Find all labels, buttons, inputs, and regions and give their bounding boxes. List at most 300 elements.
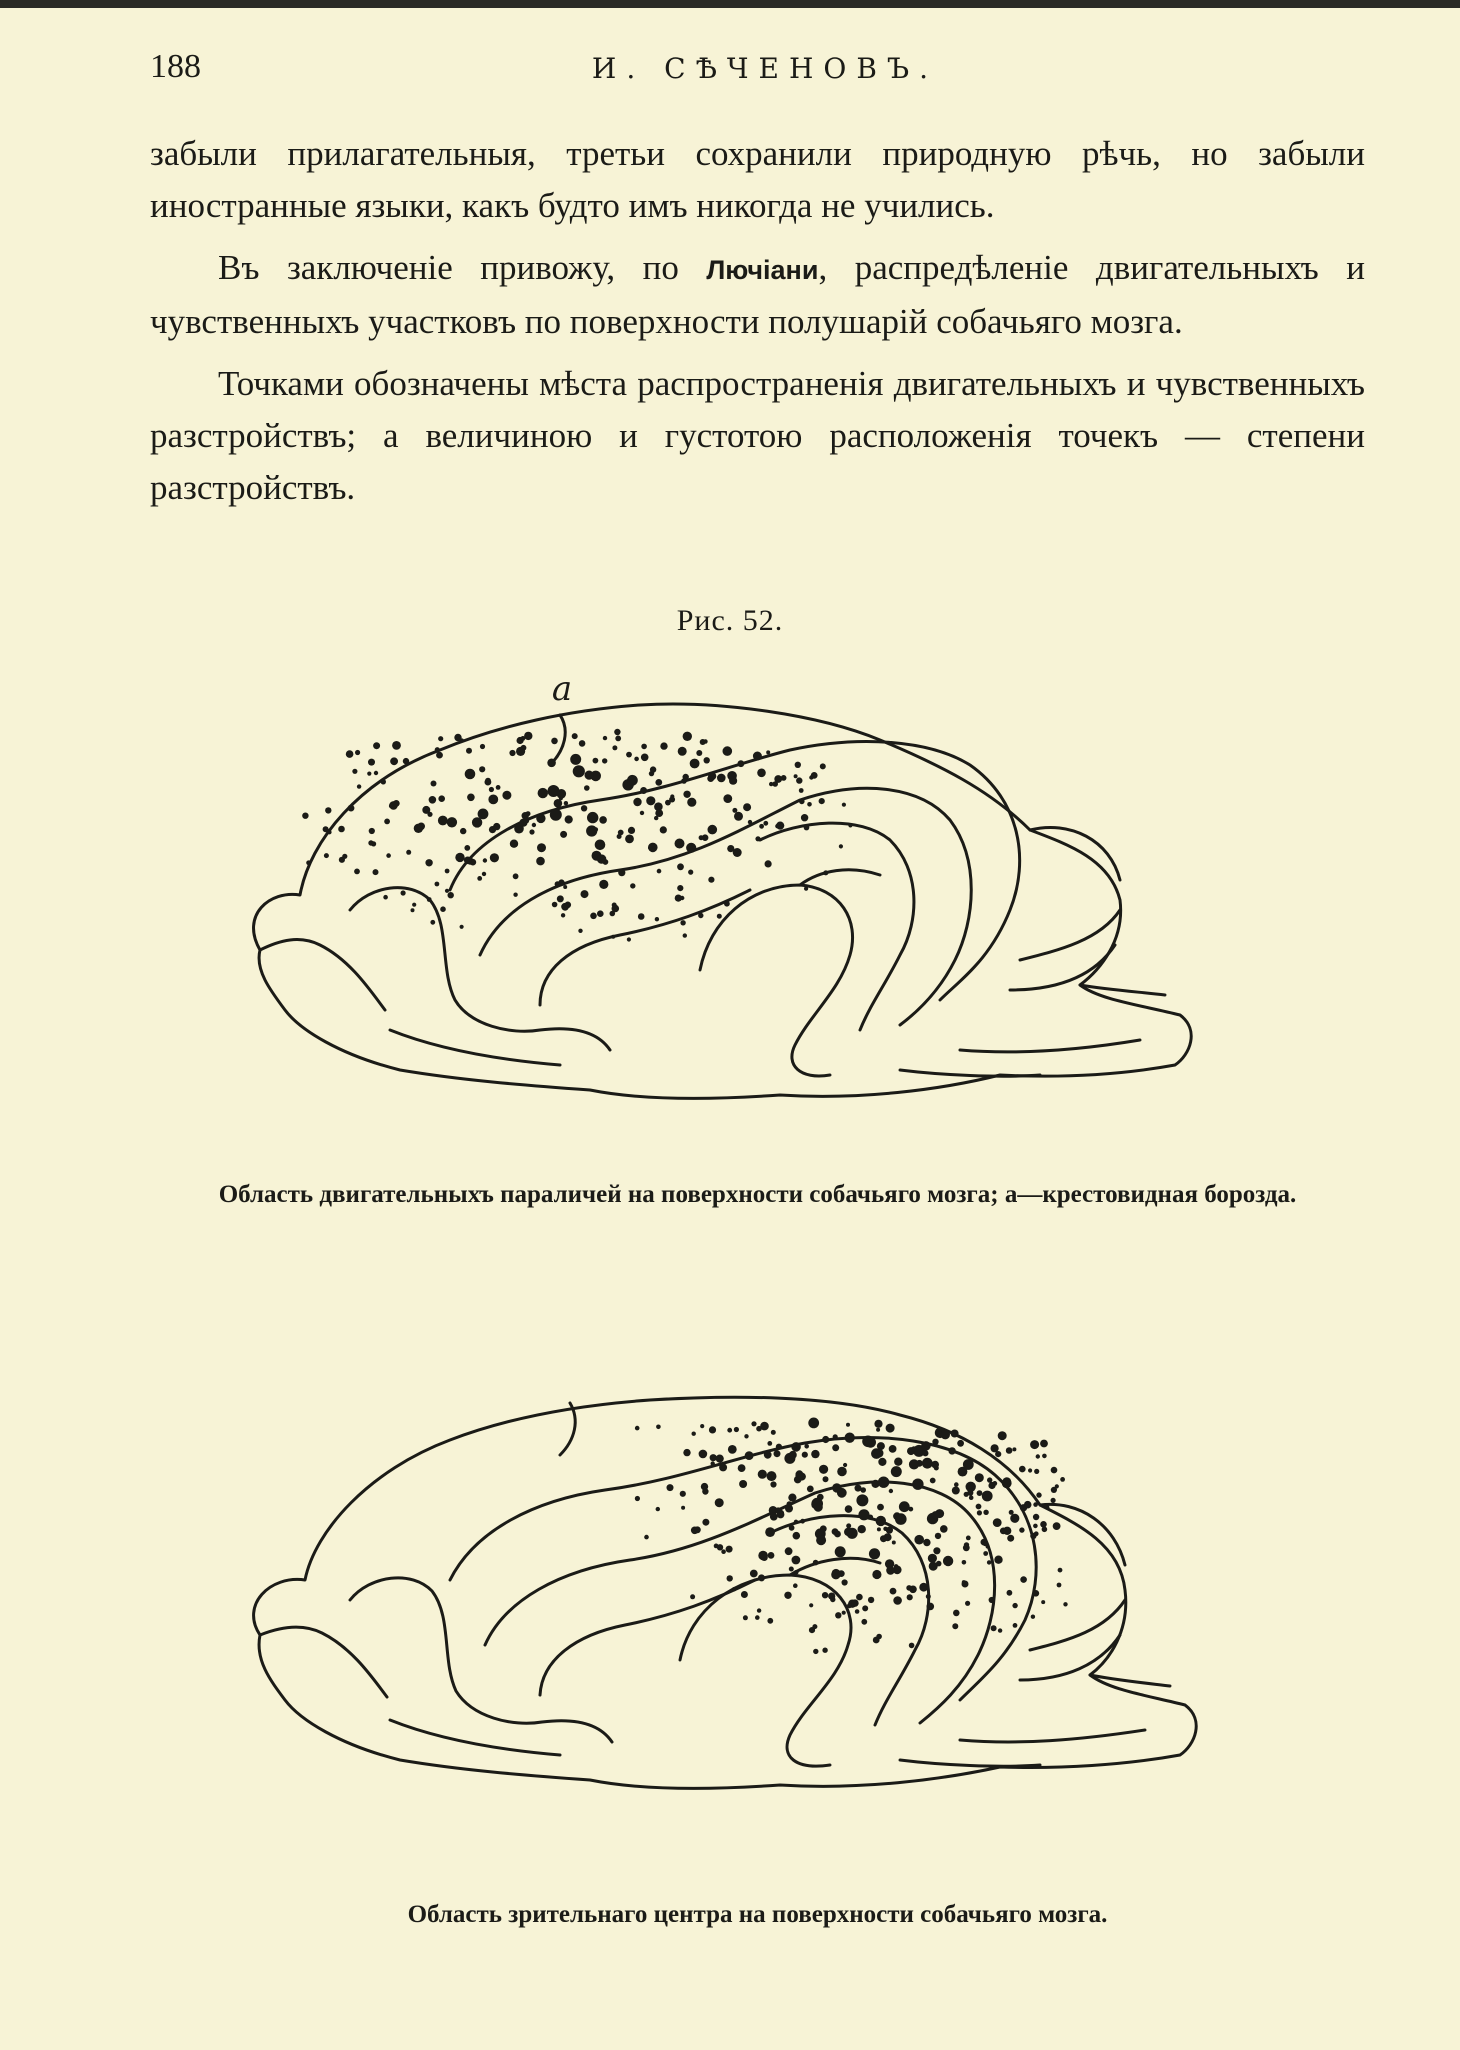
stipple-dot [524, 732, 532, 740]
stipple-dot [757, 769, 766, 778]
body-text [150, 128, 1365, 524]
stipple-dot [776, 1444, 782, 1450]
stipple-dot [832, 1483, 841, 1492]
temporal-lobe [350, 888, 610, 1050]
stipple-dot [848, 823, 852, 827]
stipple-dot [832, 1528, 839, 1535]
stipple-dot [963, 1459, 974, 1470]
stipple-dot [678, 747, 687, 756]
stipple-dot [858, 1509, 869, 1520]
stipple-dot [485, 778, 491, 784]
stipple-dot [323, 826, 329, 832]
stipple-dot [1000, 1528, 1007, 1535]
stipple-dot [998, 1628, 1002, 1632]
stipple-dot [892, 1541, 896, 1545]
stipple-dot [1051, 1498, 1056, 1503]
stipple-dot [466, 748, 472, 754]
stipple-dot [532, 823, 536, 827]
stipple-dot [855, 1609, 860, 1614]
stipple-dot [741, 1591, 748, 1598]
stipple-dot [593, 758, 599, 764]
stipple-dot [899, 1501, 910, 1512]
stipple-dot [641, 744, 647, 750]
stipple-dot [1019, 1466, 1026, 1473]
stipple-dot [811, 772, 818, 779]
stipple-dot [813, 1560, 819, 1566]
stipple-dot [324, 853, 329, 858]
stipple-dot [352, 769, 357, 774]
stipple-dot [843, 1463, 847, 1467]
stipple-dot [640, 811, 644, 815]
stipple-dot [734, 1427, 739, 1432]
stipple-dot [390, 757, 398, 765]
stipple-dot [861, 1619, 867, 1625]
stipple-dot [1033, 1524, 1038, 1529]
stipple-dot [429, 796, 437, 804]
stipple-dot [1036, 1454, 1040, 1458]
stipple-dot [884, 1533, 892, 1541]
stipple-dot [427, 812, 432, 817]
stipple-dot [927, 1603, 935, 1611]
figure-visual-brain [240, 1365, 1260, 1835]
figure-label: Рис. 52. [676, 604, 784, 637]
stipple-dot [488, 795, 498, 805]
stipple-dot [708, 877, 714, 883]
stipple-dot [838, 1570, 845, 1577]
stipple-dot [655, 779, 662, 786]
stipple-dot [982, 1491, 993, 1502]
stipple-dot [445, 889, 449, 893]
stipple-dot [660, 826, 667, 833]
stipple-dot [496, 785, 501, 790]
stipple-dot [548, 785, 560, 797]
stipple-dot [774, 775, 782, 783]
stipple-dot [775, 824, 780, 829]
stipple-dot [709, 1426, 716, 1433]
stipple-dot [445, 869, 450, 874]
stipple-dot [952, 1623, 958, 1629]
stipple-dot [675, 839, 685, 849]
stipple-dot [551, 738, 558, 745]
stipple-dot [796, 777, 802, 783]
stipple-dot [581, 805, 587, 811]
paragraph-1: забыли прилагательныя, третьи сохранили природную рѣчь, но забыли иностранные языки, какъ будто имъ никогда не учились. [150, 134, 1365, 225]
stipple-dot [555, 881, 561, 887]
stipple-dot [570, 754, 581, 765]
stipple-dot [438, 795, 445, 802]
stipple-dot [891, 1466, 902, 1477]
stipple-dot [799, 788, 804, 793]
stipple-dot [767, 1618, 773, 1624]
stipple-dot [472, 817, 482, 827]
stipple-dot [962, 1580, 966, 1584]
stipple-dot [369, 828, 375, 834]
stipple-dot [464, 845, 470, 851]
stipple-dot [757, 1608, 761, 1612]
stipple-dot [595, 840, 606, 851]
brain-drawing-1 [240, 670, 1260, 1150]
stipple-dot [655, 809, 663, 817]
sulcus-marker-a: a [551, 670, 573, 709]
stipple-dot [683, 791, 690, 798]
stipple-dot [430, 920, 435, 925]
stipple-dot [912, 1479, 923, 1490]
stipple-dot [743, 1615, 748, 1620]
running-head [150, 48, 1380, 98]
stipple-dot [704, 757, 710, 763]
stipple-dot [581, 890, 589, 898]
stipple-dot [482, 872, 486, 876]
stipple-dot [1036, 1492, 1041, 1497]
stipple-dot [1007, 1535, 1014, 1542]
stipple-dot [886, 1424, 895, 1433]
stipple-dot [862, 1436, 874, 1448]
stipple-dot [793, 1583, 798, 1588]
stipple-dot [384, 819, 390, 825]
stipple-dot [876, 1634, 882, 1640]
stipple-dot [406, 850, 411, 855]
stipple-dot [572, 733, 578, 739]
stipple-dot [858, 1525, 866, 1533]
stipple-dot [799, 799, 805, 805]
stipple-dot [538, 788, 548, 798]
stipple-dot [509, 750, 515, 756]
stipple-dot [702, 1488, 708, 1494]
stipple-dot [557, 895, 564, 902]
stipple-dot [1055, 1484, 1059, 1488]
stipple-dot [1028, 1468, 1032, 1472]
stipple-dot [686, 843, 696, 853]
stipple-dot [1012, 1603, 1017, 1608]
stipple-dot [561, 903, 569, 911]
stipple-dot [383, 895, 388, 900]
stipple-dot [522, 812, 529, 819]
stipple-dot [611, 935, 615, 939]
stipple-dot [1024, 1501, 1032, 1509]
stipple-dot [578, 929, 582, 933]
stipple-dot [680, 920, 685, 925]
stipple-dot [699, 835, 704, 840]
stipple-dot [872, 1570, 881, 1579]
stipple-dot [393, 800, 400, 807]
stipple-dot [690, 1594, 695, 1599]
stipple-dot [819, 798, 825, 804]
stipple-dot [808, 1418, 819, 1429]
stipple-dot [889, 1489, 893, 1493]
stipple-dot [953, 1610, 960, 1617]
stipple-dot [832, 1444, 839, 1451]
stipple-dot [893, 1596, 902, 1605]
stipple-dot [926, 1594, 931, 1599]
stipple-dot [561, 913, 565, 917]
stipple-dot [727, 1575, 733, 1581]
stipple-dot [1002, 1477, 1011, 1486]
stipple-dot [732, 1587, 736, 1591]
stipple-dot [745, 1451, 754, 1460]
stipple-dot [923, 1539, 930, 1546]
stipple-dot [638, 913, 645, 920]
stipple-dot [753, 752, 762, 761]
stipple-dot [957, 1440, 964, 1447]
stipple-dot [989, 1597, 995, 1603]
stipple-dot [846, 1423, 850, 1427]
stipple-dot [493, 823, 500, 830]
stipple-dot [1051, 1467, 1058, 1474]
stipple-dot [869, 1548, 880, 1559]
stipple-dot [510, 840, 518, 848]
stipple-dot [454, 734, 461, 741]
stipple-dot [883, 1527, 887, 1531]
stipple-dot [965, 1601, 970, 1606]
stipple-dot [878, 1458, 886, 1466]
stipple-dot [603, 736, 607, 740]
stipple-dot [584, 785, 590, 791]
stipple-dot [738, 1464, 746, 1472]
stipple-dot [935, 1533, 941, 1539]
stipple-dot [692, 1432, 696, 1436]
stipple-dot [435, 747, 440, 752]
figure-motor-brain [240, 670, 1260, 1150]
stipple-dot [1057, 1583, 1062, 1588]
stipple-dot [991, 1625, 997, 1631]
stipple-dot [943, 1556, 953, 1566]
stipple-dot [804, 887, 808, 891]
paragraph-2-start: Въ заключенiе привожу, по [218, 248, 707, 287]
stipple-dot [355, 750, 360, 755]
stipple-dot [774, 1450, 781, 1457]
stipple-dot [627, 775, 638, 786]
stipple-dot [877, 1527, 881, 1531]
stipple-dot [964, 1492, 969, 1497]
stipple-dot [922, 1458, 933, 1469]
stipple-dot [794, 1570, 799, 1575]
paragraph-3: Точками обозначены мѣста распространенiя двигательныхъ и чувственныхъ разстройствъ; а величиною и густотою расположенiя точекъ — степени разстройствъ. [150, 364, 1365, 507]
stipple-dot [748, 820, 752, 824]
stipple-dot [403, 758, 409, 764]
stipple-dot [708, 772, 716, 780]
stipple-dot [952, 1487, 960, 1495]
stipple-dot [438, 816, 448, 826]
gyrus-2-2 [485, 1482, 995, 1723]
stipple-dot [976, 1504, 982, 1510]
stipple-dot [646, 796, 655, 805]
stipple-dot [587, 812, 598, 823]
stipple-dot [1034, 1469, 1039, 1474]
stipple-dot [822, 1592, 828, 1598]
stipple-dot [1031, 1615, 1035, 1619]
stipple-dot [822, 1648, 827, 1653]
stipple-dot [940, 1525, 948, 1533]
paragraph-2 [150, 242, 1365, 348]
stipple-dot [1007, 1590, 1013, 1596]
stipple-dot [724, 901, 730, 907]
stipple-dot [948, 1447, 955, 1454]
stipple-dot [983, 1551, 988, 1556]
sylvian-fissure [700, 885, 853, 1076]
stipple-dot [771, 1430, 776, 1435]
stipple-dot [683, 732, 692, 741]
stipple-dot [845, 1433, 855, 1443]
gyrus-2-3 [540, 1580, 755, 1695]
stipple-dot [932, 1439, 938, 1445]
figure-2-caption: Область зрительнаго центра на поверхности собачьяго мозга. [407, 1901, 1108, 1928]
stipple-dot [1033, 1502, 1038, 1507]
temporal-lobe-2 [350, 1578, 612, 1742]
stipple-dot [699, 1450, 708, 1459]
stipple-dot [513, 893, 517, 897]
stipple-dot [656, 1425, 661, 1430]
stipple-dot [1012, 1447, 1016, 1451]
stipple-dot [1013, 1623, 1018, 1628]
stipple-dot [889, 1445, 897, 1453]
stipple-dot [723, 794, 732, 803]
stipple-dot [930, 1478, 936, 1484]
stipple-dot [346, 750, 354, 758]
stipple-dot [922, 1450, 928, 1456]
stipple-dot [855, 1485, 862, 1492]
stipple-dot [373, 742, 380, 749]
stipple-dot [483, 858, 487, 862]
stipple-dot [798, 1473, 806, 1481]
stipple-dot [842, 1611, 846, 1615]
stipple-dot [667, 1484, 674, 1491]
stipple-dot [1009, 1510, 1014, 1515]
stipple-dot [338, 826, 345, 833]
stipple-dot [914, 1535, 924, 1545]
stipple-dot [683, 1449, 690, 1456]
stipple-dot [627, 937, 631, 941]
stipple-dot [677, 885, 683, 891]
stipple-dot [743, 803, 751, 811]
stipple-dot [537, 843, 546, 852]
stipple-dot [1006, 1447, 1013, 1454]
stipple-dot [811, 1498, 823, 1510]
stipple-dot [1045, 1505, 1049, 1509]
stipple-dot [787, 1501, 793, 1507]
stipple-dot [502, 791, 511, 800]
stipple-dot [842, 803, 846, 807]
top-border [0, 0, 1460, 8]
stipple-dot [719, 1463, 727, 1471]
stipple-dot [767, 1471, 777, 1481]
stipple-dot [847, 1603, 852, 1608]
stipple-dot [490, 853, 499, 862]
stipple-dot [717, 1544, 723, 1550]
stipple-dot [703, 739, 708, 744]
stipple-dot [931, 1461, 939, 1469]
stipple-dot [877, 1442, 885, 1450]
stipple-dot [1040, 1440, 1048, 1448]
stipple-dot [807, 802, 812, 807]
stipple-dot [564, 801, 568, 805]
stipple-dot [614, 729, 620, 735]
stipple-dot [599, 880, 608, 889]
stipple-dot [886, 1566, 895, 1575]
stipple-dot [597, 910, 604, 917]
stipple-dot [807, 1486, 814, 1493]
stipple-dot [732, 808, 737, 813]
stipple-dot [411, 908, 415, 912]
gyrus-3 [540, 890, 750, 1005]
stipple-dot [723, 746, 733, 756]
stipple-dot [878, 1477, 889, 1488]
stipple-dot [628, 827, 635, 834]
stipple-dot [932, 1511, 940, 1519]
stipple-dot [951, 1430, 959, 1438]
stipple-dot [698, 913, 703, 918]
stipple-dot [440, 906, 446, 912]
figure-1-caption: Область двигательныхъ параличей на поверхности собачьяго мозга; а—крестовидная борозда. [218, 1181, 1297, 1208]
stipple-dot [431, 781, 437, 787]
stipple-dot [694, 1526, 701, 1533]
stipple-dot [823, 1476, 829, 1482]
stipple-dot [348, 805, 355, 812]
stipple-dot [764, 1451, 772, 1459]
stipple-dot [1033, 1514, 1039, 1520]
stipple-dot [368, 759, 375, 766]
stipple-dot [306, 860, 311, 865]
stipple-dot [921, 1441, 931, 1451]
stipple-dot [793, 1532, 801, 1540]
stipple-dot [1041, 1600, 1045, 1604]
stipple-dot [371, 841, 376, 846]
stipple-dot [690, 759, 700, 769]
stipple-dot [995, 1451, 1001, 1457]
stipple-dot [635, 1426, 640, 1431]
stipple-dot [727, 772, 734, 779]
stipple-dot [801, 814, 808, 821]
stipple-dot [877, 1504, 884, 1511]
stipple-dot [856, 1494, 868, 1506]
gyrus-2-1 [450, 1438, 1036, 1700]
stipple-dot [844, 1528, 852, 1536]
stipple-dot [625, 835, 634, 844]
stipple-dot [941, 1430, 950, 1439]
stipple-dot [851, 1599, 858, 1606]
stipple-dot [715, 1498, 724, 1507]
stipple-dot [425, 859, 432, 866]
stipple-dot [856, 1594, 863, 1601]
stipple-dot [919, 1583, 928, 1592]
stipple-dot [788, 1494, 796, 1502]
stipple-dot [933, 1547, 940, 1554]
stipple-dot [813, 1649, 818, 1654]
sylvian-fissure-2 [680, 1575, 851, 1766]
page-number: 188 [150, 48, 201, 85]
stipple-dot [936, 1561, 942, 1567]
stipple-dot [573, 765, 585, 777]
stipple-dot [687, 798, 696, 807]
stipple-dot [716, 1455, 724, 1463]
stipple-dot [983, 1542, 987, 1546]
stipple-dot [612, 745, 617, 750]
stipple-dot [791, 1442, 801, 1452]
stipple-dot [681, 778, 687, 784]
stipple-dot [726, 1546, 733, 1553]
stipple-dot [455, 853, 464, 862]
stipple-dot [612, 905, 620, 913]
stipple-dot [702, 1519, 709, 1526]
stipple-dot [987, 1477, 992, 1482]
stipple-dot [1053, 1522, 1061, 1530]
stipple-dot [460, 925, 464, 929]
stipple-dot [789, 1451, 797, 1459]
stipple-dot [833, 1434, 838, 1439]
stipple-dot [392, 741, 401, 750]
stipple-dot [339, 857, 345, 863]
running-head-author: И. СѢЧЕНОВЪ. [591, 52, 939, 85]
stipple-dot [1058, 1568, 1063, 1573]
